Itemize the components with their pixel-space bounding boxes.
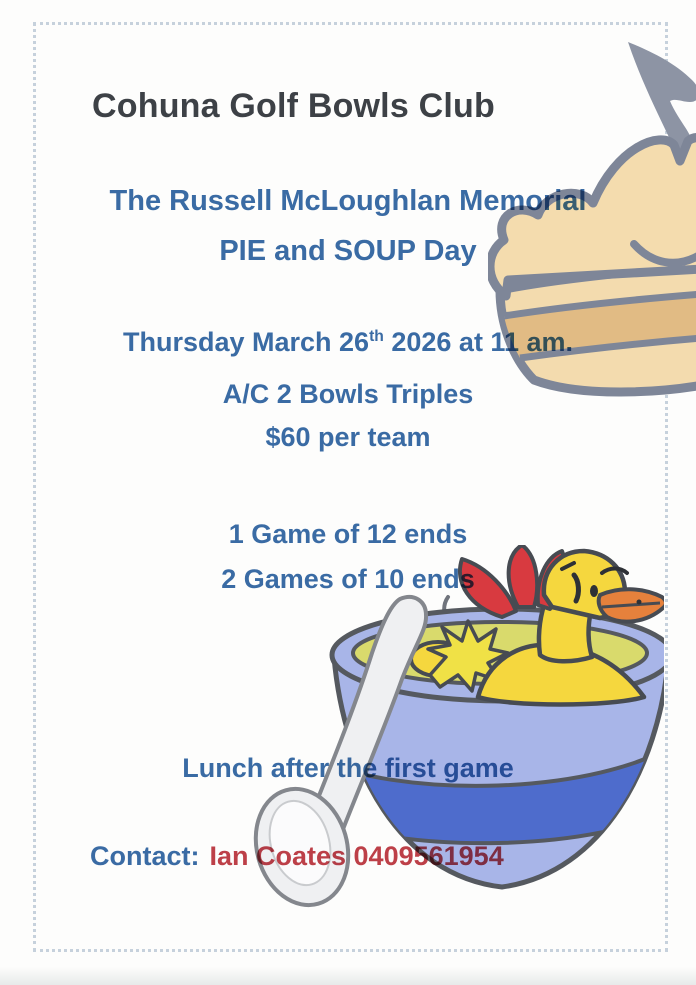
contact-name-phone: Ian Coates 0409561954 (209, 841, 504, 871)
memorial-title: The Russell McLoughlan Memorial (109, 185, 587, 217)
contact-line (90, 842, 504, 872)
event-date-suffix: 2026 at 11 am. (383, 327, 574, 357)
game-info-line-1: 1 Game of 12 ends (228, 519, 468, 549)
club-name-heading: Cohuna Golf Bowls Club (92, 87, 495, 125)
event-name: PIE and SOUP Day (219, 235, 477, 267)
scan-shadow-edge (0, 967, 696, 985)
game-info-line-2: 2 Games of 10 ends (221, 564, 475, 594)
lunch-note-line: Lunch after the first game (182, 753, 514, 783)
event-date-prefix: Thursday March 26 (122, 327, 370, 357)
event-date-ordinal: th (369, 328, 384, 345)
contact-label: Contact: (90, 841, 200, 871)
chicken-nostril (637, 600, 642, 605)
entry-fee-line: $60 per team (265, 422, 431, 452)
event-date-line (0, 328, 696, 358)
event-format-line: A/C 2 Bowls Triples (222, 379, 474, 409)
